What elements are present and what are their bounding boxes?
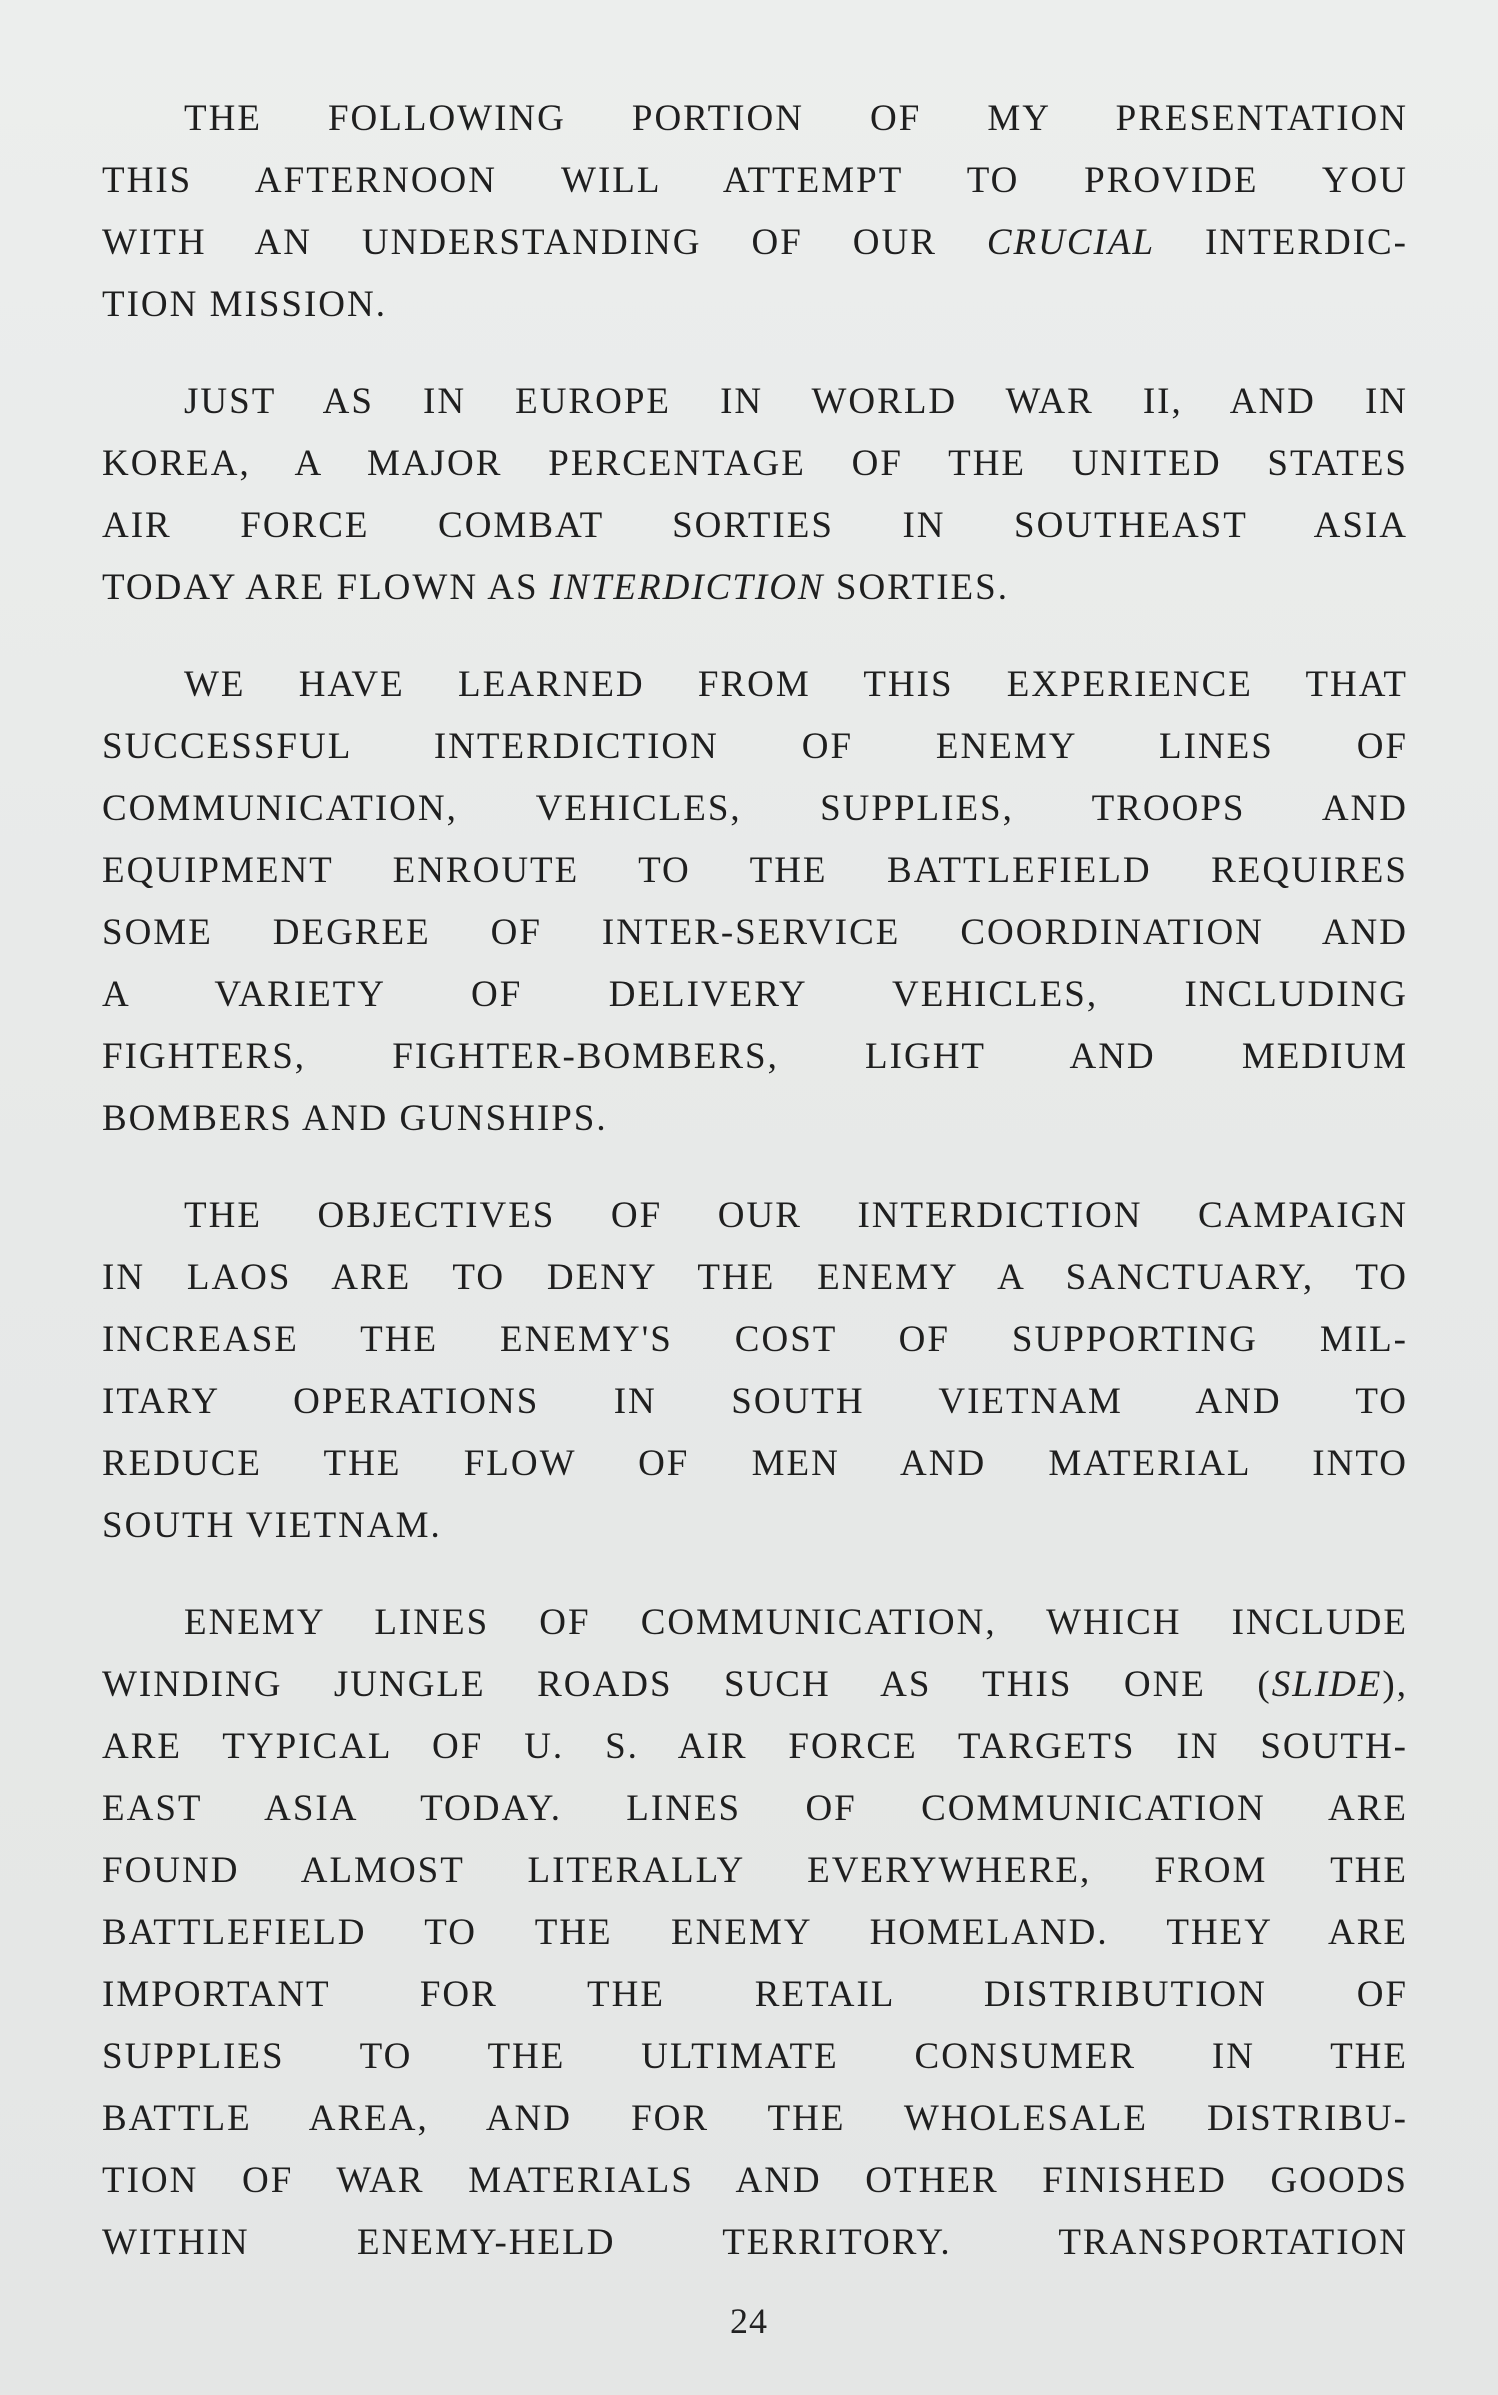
- text-run: SUCCESSFUL INTERDICTION OF ENEMY LINES OF: [102, 726, 1408, 767]
- text-run: A VARIETY OF DELIVERY VEHICLES, INCLUDING: [102, 974, 1408, 1015]
- text-run: THIS AFTERNOON WILL ATTEMPT TO PROVIDE YOU: [102, 160, 1408, 201]
- text-line: [102, 1026, 1408, 1088]
- paragraph: [102, 88, 1408, 336]
- text-line: [102, 557, 1408, 619]
- text-line: [102, 274, 1408, 336]
- text-line: [102, 1088, 1408, 1150]
- text-run: WE HAVE LEARNED FROM THIS EXPERIENCE THAT: [184, 664, 1408, 705]
- text-line: [102, 212, 1408, 274]
- text-line: [102, 2212, 1408, 2274]
- text-run: THE OBJECTIVES OF OUR INTERDICTION CAMPAIGN: [184, 1195, 1408, 1236]
- text-run: FIGHTERS, FIGHTER-BOMBERS, LIGHT AND MEDIUM: [102, 1036, 1408, 1077]
- text-run: SOUTH VIETNAM.: [102, 1505, 442, 1546]
- text-run: REDUCE THE FLOW OF MEN AND MATERIAL INTO: [102, 1443, 1408, 1484]
- italic-text: CRUCIAL: [986, 222, 1156, 263]
- text-line: [102, 1185, 1408, 1247]
- paragraph: [102, 371, 1408, 619]
- paragraph: [102, 1592, 1408, 2274]
- paragraph: [102, 1185, 1408, 1557]
- text-run: IMPORTANT FOR THE RETAIL DISTRIBUTION OF: [102, 1974, 1408, 2015]
- text-run: TODAY ARE FLOWN AS: [102, 567, 550, 608]
- text-line: [102, 902, 1408, 964]
- text-run: WINDING JUNGLE ROADS SUCH AS THIS ONE (: [102, 1664, 1272, 1705]
- text-run: ARE TYPICAL OF U. S. AIR FORCE TARGETS IN SOUTH-: [102, 1726, 1408, 1767]
- text-line: [102, 371, 1408, 433]
- text-run: EAST ASIA TODAY. LINES OF COMMUNICATION ARE: [102, 1788, 1408, 1829]
- text-run: EQUIPMENT ENROUTE TO THE BATTLEFIELD REQUIRES: [102, 850, 1408, 891]
- text-run: THE FOLLOWING PORTION OF MY PRESENTATION: [184, 98, 1408, 139]
- text-run: SOME DEGREE OF INTER-SERVICE COORDINATION AND: [102, 912, 1408, 953]
- text-line: [102, 1964, 1408, 2026]
- text-line: [102, 495, 1408, 557]
- text-run: TION MISSION.: [102, 284, 387, 325]
- text-line: [102, 1371, 1408, 1433]
- text-run: BOMBERS AND GUNSHIPS.: [102, 1098, 608, 1139]
- text-line: [102, 2088, 1408, 2150]
- text-run: COMMUNICATION, VEHICLES, SUPPLIES, TROOPS AND: [102, 788, 1408, 829]
- text-run: FOUND ALMOST LITERALLY EVERYWHERE, FROM THE: [102, 1850, 1408, 1891]
- text-line: [102, 1309, 1408, 1371]
- text-line: [102, 778, 1408, 840]
- text-run: SUPPLIES TO THE ULTIMATE CONSUMER IN THE: [102, 2036, 1408, 2077]
- text-run: INTERDIC-: [1155, 222, 1408, 263]
- text-run: ENEMY LINES OF COMMUNICATION, WHICH INCLUDE: [184, 1602, 1408, 1643]
- text-line: [102, 150, 1408, 212]
- body-text: [102, 88, 1408, 2274]
- text-run: AIR FORCE COMBAT SORTIES IN SOUTHEAST ASIA: [102, 505, 1408, 546]
- text-line: [102, 1654, 1408, 1716]
- text-line: [102, 2150, 1408, 2212]
- text-run: BATTLEFIELD TO THE ENEMY HOMELAND. THEY ARE: [102, 1912, 1408, 1953]
- text-line: [102, 2026, 1408, 2088]
- text-line: [102, 1592, 1408, 1654]
- text-line: [102, 1902, 1408, 1964]
- text-run: KOREA, A MAJOR PERCENTAGE OF THE UNITED STATES: [102, 443, 1408, 484]
- text-run: TION OF WAR MATERIALS AND OTHER FINISHED GOODS: [102, 2160, 1408, 2201]
- text-line: [102, 840, 1408, 902]
- italic-text: INTERDICTION: [549, 567, 825, 608]
- text-run: SORTIES.: [824, 567, 1009, 608]
- text-run: INCREASE THE ENEMY'S COST OF SUPPORTING MIL-: [102, 1319, 1408, 1360]
- text-line: [102, 716, 1408, 778]
- text-line: [102, 1778, 1408, 1840]
- paragraph: [102, 654, 1408, 1150]
- text-line: [102, 1495, 1408, 1557]
- text-run: ),: [1382, 1664, 1408, 1705]
- italic-text: SLIDE: [1271, 1664, 1383, 1705]
- text-line: [102, 964, 1408, 1026]
- text-run: WITHIN ENEMY-HELD TERRITORY. TRANSPORTATION: [102, 2222, 1408, 2263]
- page-number: 24: [730, 2301, 768, 2341]
- text-run: ITARY OPERATIONS IN SOUTH VIETNAM AND TO: [102, 1381, 1408, 1422]
- text-run: WITH AN UNDERSTANDING OF OUR: [102, 222, 987, 263]
- text-line: [102, 433, 1408, 495]
- text-run: IN LAOS ARE TO DENY THE ENEMY A SANCTUARY, TO: [102, 1257, 1408, 1298]
- text-run: BATTLE AREA, AND FOR THE WHOLESALE DISTRIBU-: [102, 2098, 1408, 2139]
- text-line: [102, 1716, 1408, 1778]
- text-line: [102, 88, 1408, 150]
- text-run: JUST AS IN EUROPE IN WORLD WAR II, AND IN: [184, 381, 1408, 422]
- text-line: [102, 1433, 1408, 1495]
- text-line: [102, 1840, 1408, 1902]
- text-line: [102, 654, 1408, 716]
- text-line: [102, 1247, 1408, 1309]
